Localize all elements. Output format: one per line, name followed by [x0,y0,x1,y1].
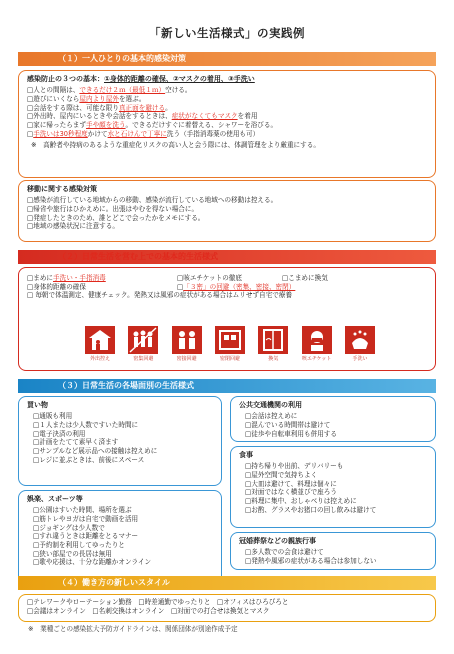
basic-measures-heading-rest: ①身体的距離の確保、②マスクの着用、③手洗い [104,75,255,83]
meal-item: □持ち帰りや出前、デリバリーも [245,462,344,471]
section-4-bar: （４）働き方の新しいスタイル [18,576,436,590]
shopping-item: □サンプルなど展示品への接触は控えめに [33,447,158,456]
ventilation-icon: 換気 [253,325,293,367]
movement-line: □発症したときのため、誰とどこで会ったかをメモにする。 [27,213,205,222]
basic-line-1: □人との間隔は、できるだけ２ｍ（最低１ｍ）空ける。 [27,86,192,95]
high-risk-note: ※ 高齢者や持病のあるような重症化リスクの高い人と会う際には、体調管理をより厳重にする。 [31,141,320,150]
leisure-item: □狭い部屋での長居は無用 [33,549,112,558]
basic-line-4: □外出時、屋内にいるときや会話をするときは、症状がなくてもマスクを着用 [27,112,258,121]
work-style-box [18,594,436,622]
basic-measures-heading-prefix: 感染防止の３つの基本： [27,75,104,83]
meal-heading: 食事 [239,451,253,459]
movement-line: □地域の感染状況に注意する。 [27,222,119,231]
movement-box [18,180,436,242]
section-2-bar: （２）日常生活を営む上での基本的生活様式 [18,250,436,264]
transit-heading: 公共交通機関の利用 [239,401,302,409]
leisure-box [18,490,222,590]
shopping-item: □１人または少人数ですいた時間に [33,420,139,429]
daily-row-1: □まめに手洗い・手指消毒 □咳エチケットの徹底 □こまめに換気 [27,274,328,282]
avoid-close-contact-icon: 密接回避 [167,325,207,367]
leisure-item: □公園はすいた時間、場所を選ぶ [33,506,132,515]
leisure-item: □ジョギングは少人数で [33,523,105,532]
basic-line-5: □家に帰ったらまず手や顔を洗う。できるだけすぐに着替える、シャワーを浴びる。 [27,121,278,130]
ceremony-heading: 冠婚葬祭などの親族行事 [239,537,316,545]
transit-item: □徒歩や自転車利用も併用する [245,429,337,438]
daily-row-3: □ 毎朝で体温測定、健康チェック。発熱又は風邪の症状がある場合はムリせず自宅で療養 [27,291,293,300]
transit-item: □会話は控えめに [245,412,298,421]
ceremony-item: □多人数での会食は避けて [245,548,324,557]
shopping-item: □レジに並ぶときは、前後にスペース [33,455,145,464]
avoid-closed-space-icon: 密閉回避 [210,325,250,367]
transit-box [230,396,436,442]
handwashing-icon: 手洗い [340,325,380,367]
basic-line-6: □手洗いは30秒程度かけて水と石けんで丁寧に洗う（手指消毒薬の使用も可） [27,129,260,138]
leisure-item: □筋トレやヨガは自宅で動画を活用 [33,514,139,523]
shopping-item: □計画をたてて素早く済ます [33,438,119,447]
leisure-item: □予約制を利用してゆったりと [33,541,125,550]
page-title: 「新しい生活様式」の実践例 [149,26,305,40]
movement-line: □感染が流行している地域からの移動、感染が流行している地域への移動は控える。 [27,196,278,205]
meal-item: □お酌、グラスやお猪口の回し飲みは避けて [245,505,377,514]
basic-measures-box [18,70,436,178]
meal-item: □料理に集中、おしゃべりは控えめに [245,497,357,506]
basic-measures-heading [27,75,427,84]
footer-note: ※ 業種ごとの感染拡大予防ガイドラインは、関係団体が別途作成予定 [28,625,238,633]
basic-line-3: □会話をする際は、可能な限り真正面を避ける。 [27,103,172,112]
meal-item: □対面ではなく横並びで座ろう [245,488,337,497]
section-1-bar: （１）一人ひとりの基本的感染対策 [18,52,436,66]
cough-etiquette-icon: 咳エチケット [297,325,337,367]
shopping-item: □通販も利用 [33,412,73,421]
meal-item: □大皿は避けて、料理は個々に [245,479,337,488]
basic-line-2: □遊びにいくなら屋内より屋外を選ぶ。 [27,94,146,103]
shopping-box [18,396,222,486]
pictogram-row [80,325,380,367]
meal-item: □屋外空間で気持ちよく [245,470,318,479]
transit-item: □混んでいる時間帯は避けて [245,420,331,429]
movement-line: □帰省や旅行はひかえめに。出張はやむを得ない場合に。 [27,204,199,213]
meal-box [230,446,436,528]
leisure-item: □すれ違うときは距離をとるマナー [33,532,139,541]
daily-row-2: □身体的距離の確保 □「３密」の回避（密集、密接、密閉） [27,282,296,291]
work-style-line: □テレワークやローテーション勤務 □時差通勤でゆったりと □オフィスはひろびろと [27,598,289,606]
movement-heading: 移動に関する感染対策 [27,185,97,193]
outing-restraint-icon: 外出控え [80,325,120,367]
avoid-crowd-icon: 密集回避 [123,325,163,367]
work-style-line: □会議はオンライン □名刺交換はオンライン □対面での打合せは換気とマスク [27,606,270,615]
shopping-heading: 買い物 [27,401,48,409]
leisure-heading: 娯楽、スポーツ等 [27,495,83,503]
leisure-item: □歌や応援は、十分な距離かオンライン [33,558,152,567]
ceremony-item: □発熱や風邪の症状がある場合は参加しない [245,556,377,565]
section-3-bar: （３）日常生活の各場面別の生活様式 [18,379,436,393]
ceremony-box [230,532,436,570]
shopping-item: □電子決済の利用 [33,429,86,438]
